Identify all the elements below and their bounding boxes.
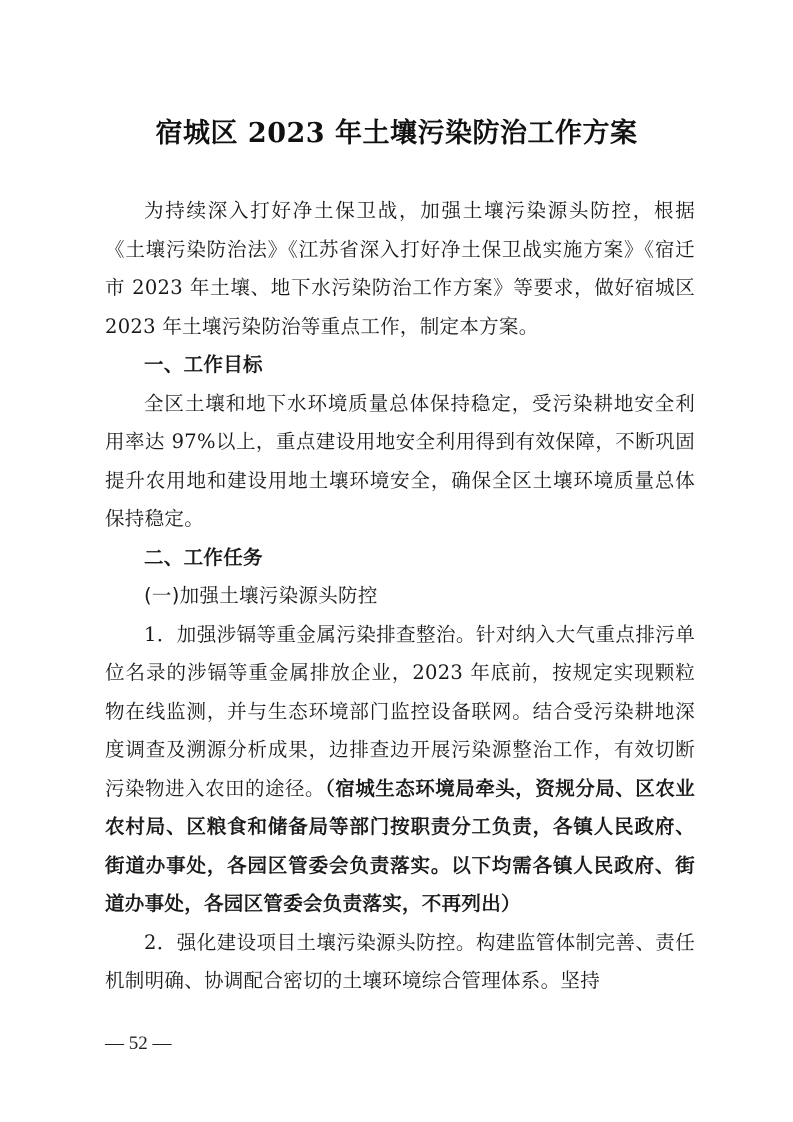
task-item-1-text: 1．加强涉镉等重金属污染排查整治。针对纳入大气重点排污单位名录的涉镉等重金属排放企业，2023 年底前，按规定实现颗粒物在线监测，并与生态环境部门监控设备联网。结合受污染耕地深度调查及溯源分析成果，边排查边开展污染源整治工作，有效切断污染物进入农田的途径。 (105, 622, 695, 800)
subsection-heading-source-control: (一)加强土壤污染源头防控 (144, 584, 378, 607)
section-heading-tasks: 二、工作任务 (144, 545, 263, 569)
page-number: — 52 — (105, 1033, 172, 1054)
intro-paragraph: 为持续深入打好净土保卫战，加强土壤污染源头防控，根据《土壤污染防治法》《江苏省深入打好净土保卫战实施方案》《宿迁市 2023 年土壤、地下水污染防治工作方案》等要求，做好宿城区 2023 年土壤污染防治等重点工作，制定本方案。 (105, 199, 695, 338)
page-title: 宿城区 2023 年土壤污染防治工作方案 (155, 118, 638, 149)
task-item-2: 2．强化建设项目土壤污染源头防控。构建监管体制完善、责任机制明确、协调配合密切的土壤环境综合管理体系。坚持 (105, 930, 695, 992)
document-body (105, 192, 695, 1001)
section-heading-goals: 一、工作目标 (144, 353, 263, 376)
task-item-1-responsibility-note: （宿城生态环境局牵头，资规分局、区农业农村局、区粮食和储备局等部门按职责分工负责，各镇人民政府、街道办事处，各园区管委会负责落实。以下均需各镇人民政府、街道办事处，各园区管委会负责落实，不再列出） (105, 776, 695, 915)
goals-paragraph: 全区土壤和地下水环境质量总体保持稳定，受污染耕地安全利用率达 97%以上，重点建设用地安全利用得到有效保障，不断巩固提升农用地和建设用地土壤环境安全，确保全区土壤环境质量总体保持稳定。 (105, 391, 695, 530)
task-item-1 (105, 616, 695, 924)
